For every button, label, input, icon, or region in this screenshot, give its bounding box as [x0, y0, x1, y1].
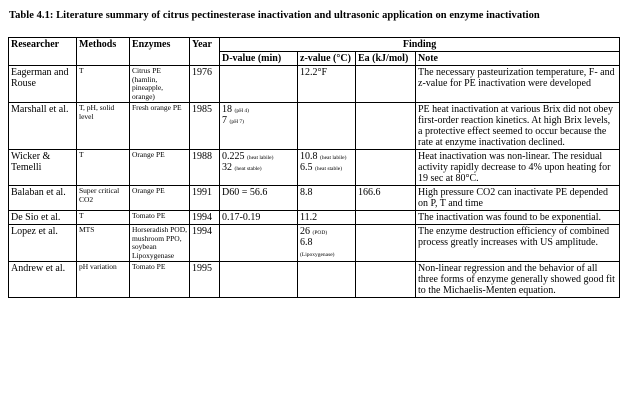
header-zvalue: z-value (°C) — [298, 52, 356, 66]
cell-ea — [356, 262, 416, 298]
cell-enzymes: Orange PE — [130, 150, 190, 186]
cell-year: 1988 — [190, 150, 220, 186]
dvalue-ph4: 18 — [222, 104, 232, 115]
zvalue-heat-stable: 6.5 — [300, 162, 313, 173]
zvalue-heat-labile: 10.8 — [300, 151, 318, 162]
table-row — [9, 186, 620, 211]
cell-zvalue: 12.2°F — [298, 66, 356, 103]
cell-zvalue: 11.2 — [298, 211, 356, 225]
header-methods: Methods — [77, 38, 130, 66]
cell-researcher: Marshall et al. — [9, 103, 77, 150]
cell-enzymes: Tomato PE — [130, 211, 190, 225]
dvalue-heat-labile-condition: (heat labile) — [247, 155, 274, 161]
header-note: Note — [416, 52, 620, 66]
cell-note: High pressure CO2 can inactivate PE depended on P, T and time — [416, 186, 620, 211]
table-row — [9, 66, 620, 103]
cell-year: 1976 — [190, 66, 220, 103]
cell-methods: T — [77, 150, 130, 186]
dvalue-heat-stable: 32 — [222, 162, 232, 173]
cell-researcher: Wicker & Temelli — [9, 150, 77, 186]
cell-zvalue — [298, 262, 356, 298]
cell-note: The inactivation was found to be exponential. — [416, 211, 620, 225]
cell-dvalue — [220, 103, 298, 150]
zvalue-pod-condition: (POD) — [312, 230, 328, 236]
zvalue-lipoxygenase: 6.8 — [300, 237, 313, 248]
zvalue-lipoxygenase-condition: (Lipoxygenase) — [300, 252, 335, 258]
header-enzymes: Enzymes — [130, 38, 190, 66]
cell-dvalue — [220, 262, 298, 298]
cell-zvalue: 8.8 — [298, 186, 356, 211]
cell-zvalue — [298, 225, 356, 262]
cell-methods: Super critical CO2 — [77, 186, 130, 211]
cell-note: The enzyme destruction efficiency of combined process greatly increases with US amplitude. — [416, 225, 620, 262]
dvalue-ph7: 7 — [222, 115, 227, 126]
zvalue-heat-labile-condition: (heat labile) — [320, 155, 347, 161]
cell-researcher: De Sio et al. — [9, 211, 77, 225]
cell-researcher: Eagerman and Rouse — [9, 66, 77, 103]
literature-table — [8, 37, 620, 298]
header-finding: Finding — [220, 38, 620, 52]
cell-researcher: Balaban et al. — [9, 186, 77, 211]
cell-note: The necessary pasteurization temperature, F- and z-value for PE inactivation were developed — [416, 66, 620, 103]
cell-methods: MTS — [77, 225, 130, 262]
cell-year: 1994 — [190, 211, 220, 225]
table-caption: Table 4.1: Literature summary of citrus pectinesterase inactivation and ultrasonic application on enzyme inactivation — [9, 10, 540, 21]
cell-methods: T — [77, 66, 130, 103]
header-row-top — [9, 38, 620, 52]
cell-methods: pH variation — [77, 262, 130, 298]
cell-note: Non-linear regression and the behavior of all three forms of enzyme generally showed good fit to the Michaelis-Menten equation. — [416, 262, 620, 298]
cell-zvalue — [298, 150, 356, 186]
cell-methods: T, pH, solid level — [77, 103, 130, 150]
cell-enzymes: Fresh orange PE — [130, 103, 190, 150]
dvalue-heat-labile: 0.225 — [222, 151, 245, 162]
cell-year: 1991 — [190, 186, 220, 211]
cell-note: PE heat inactivation at various Brix did not obey first-order reaction kinetics. At high Brix levels, a protective effect seemed to occur because the rate at enzyme inactivation declined. — [416, 103, 620, 150]
cell-researcher: Andrew et al. — [9, 262, 77, 298]
dvalue-heat-stable-condition: (heat stable) — [234, 166, 262, 172]
zvalue-heat-stable-condition: (heat stable) — [315, 166, 343, 172]
table-row — [9, 211, 620, 225]
header-year: Year — [190, 38, 220, 66]
cell-dvalue — [220, 66, 298, 103]
header-dvalue: D-value (min) — [220, 52, 298, 66]
cell-enzymes: Citrus PE (hamlin, pineapple, orange) — [130, 66, 190, 103]
zvalue-pod: 26 — [300, 226, 310, 237]
header-ea: Ea (kJ/mol) — [356, 52, 416, 66]
cell-note: Heat inactivation was non-linear. The residual activity rapidly decrease to 4% upon heating for 19 sec at 80°C. — [416, 150, 620, 186]
table-row — [9, 150, 620, 186]
cell-zvalue — [298, 103, 356, 150]
cell-dvalue: 0.17-0.19 — [220, 211, 298, 225]
dvalue-ph4-condition: (pH 4) — [234, 108, 250, 114]
table-row — [9, 225, 620, 262]
cell-ea — [356, 211, 416, 225]
cell-enzymes: Tomato PE — [130, 262, 190, 298]
cell-ea — [356, 225, 416, 262]
header-researcher: Researcher — [9, 38, 77, 66]
cell-dvalue: D60 = 56.6 — [220, 186, 298, 211]
cell-enzymes: Orange PE — [130, 186, 190, 211]
cell-ea: 166.6 — [356, 186, 416, 211]
cell-ea — [356, 150, 416, 186]
cell-enzymes: Horseradish POD, mushroom PPO, soybean Lipoxygenase — [130, 225, 190, 262]
cell-year: 1994 — [190, 225, 220, 262]
cell-methods: T — [77, 211, 130, 225]
table-row — [9, 262, 620, 298]
cell-ea — [356, 103, 416, 150]
cell-dvalue — [220, 225, 298, 262]
cell-researcher: Lopez et al. — [9, 225, 77, 262]
dvalue-ph7-condition: (pH 7) — [229, 119, 245, 125]
cell-dvalue — [220, 150, 298, 186]
cell-year: 1985 — [190, 103, 220, 150]
table-row — [9, 103, 620, 150]
cell-year: 1995 — [190, 262, 220, 298]
cell-ea — [356, 66, 416, 103]
